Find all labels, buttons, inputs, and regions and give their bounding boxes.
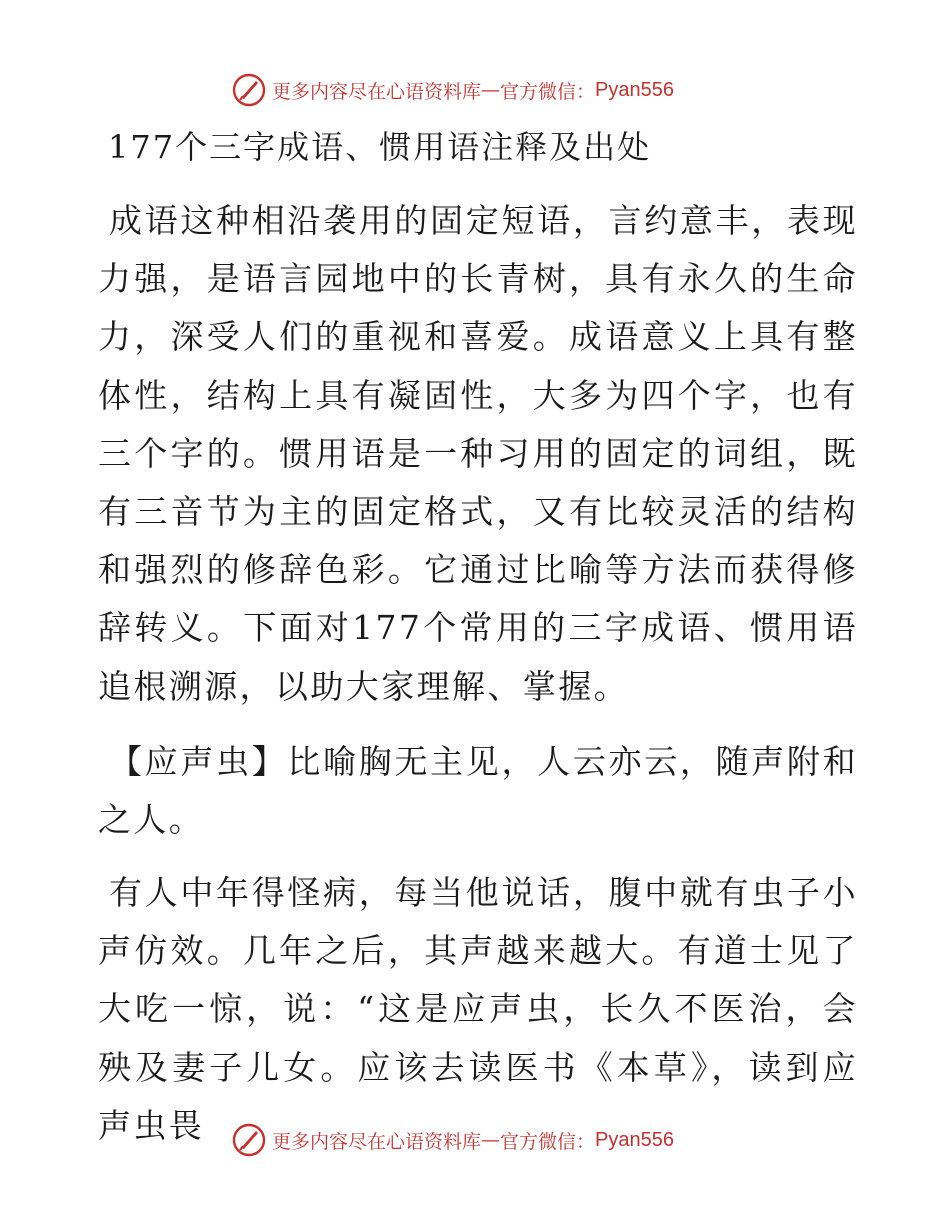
idiom-definition: 比喻胸无主见，人云亦云，随声附和之人。 <box>98 742 859 840</box>
footer-watermark <box>232 1120 674 1160</box>
watermark-text: 更多内容尽在心语资料库 <box>272 1130 482 1153</box>
idiom-entry <box>98 733 858 849</box>
intro-paragraph: 成语这种相沿袭用的固定短语，言约意丰，表现力强，是语言园地中的长青树，具有永久的生命力，深受人们的重视和喜爱。成语意义上具有整体性，结构上具有凝固性，大多为四个字，也有三个字的。惯用语是一种习用的固定的词组，既有三音节为主的固定格式，又有比较灵活的结构和强烈的修辞色彩。它通过比喻等方法而获得修辞转义。下面对177个常用的三字成语、惯用语追根溯源，以助大家理解、掌握。 <box>98 201 858 706</box>
wechat-label: 官方微信： <box>500 80 596 103</box>
document-title: 177个三字成语、惯用语注释及出处 <box>108 128 652 166</box>
idiom-term: 【应声虫】 <box>109 742 288 781</box>
wechat-label: 官方微信： <box>500 1130 596 1153</box>
wechat-id: Pyan556 <box>595 78 674 101</box>
origin-story-paragraph: 有人中年得怪病，每当他说话，腹中就有虫子小声仿效。几年之后，其声越来越大。有道士见了大吃一惊，说：“这是应声虫，长久不医治，会殃及妻子儿女。应该去读医书《本草》，读到应声虫畏 <box>98 873 858 1145</box>
header-watermark <box>232 70 674 110</box>
feather-pen-logo-icon <box>232 73 266 107</box>
watermark-text: 更多内容尽在心语资料库 <box>272 80 482 103</box>
watermark-dash: — <box>481 79 501 101</box>
watermark-dash: — <box>481 1129 501 1151</box>
feather-pen-logo-icon <box>232 1123 266 1157</box>
wechat-id: Pyan556 <box>595 1128 674 1151</box>
